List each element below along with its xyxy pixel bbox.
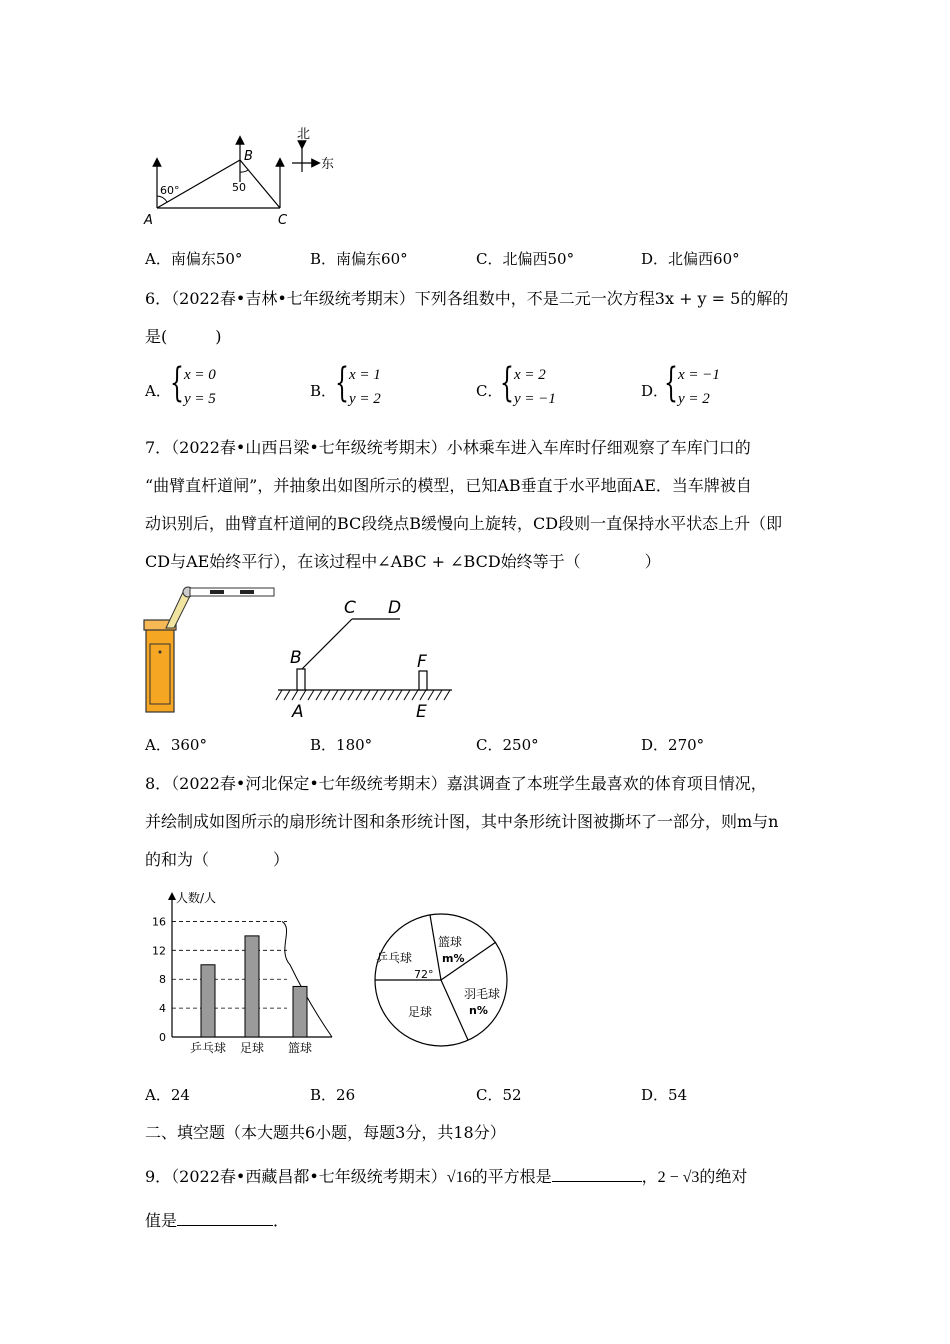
q7-stem-line4: CD与AE始终平行），在该过程中∠ABC + ∠BCD始终等于（ ）	[145, 552, 661, 571]
q9-sqrt16: √16	[446, 1169, 472, 1186]
q8-bar-chart	[140, 880, 340, 1060]
q9-blank-2[interactable]	[177, 1211, 273, 1226]
q7-barrier-gate-illustration	[140, 580, 280, 720]
q7-label-c: C	[344, 598, 356, 618]
q7-option-b[interactable]: B．180°	[310, 736, 373, 754]
q8-option-a[interactable]: A．24	[145, 1086, 190, 1104]
chart-bar	[201, 965, 215, 1037]
q7-stem-line3: 动识别后，曲臂直杆道闸的BC段绕点B缓慢向上旋转，CD段则一直保持水平状态上升（即	[145, 514, 783, 533]
q9-expr: 2 − √3	[657, 1169, 700, 1186]
q5-bearing-figure	[140, 120, 350, 230]
chart-ytick-label: 12	[152, 944, 166, 958]
pie-label-badminton: 羽毛球	[464, 987, 501, 1001]
q8-option-c[interactable]: C．52	[476, 1086, 522, 1104]
pie-label-basketball: 篮球	[438, 935, 463, 949]
q6-option-c[interactable]: C．	[476, 382, 503, 400]
q8-stem-line1: 8．（2022春•河北保定•七年级统考期末）嘉淇调查了本班学生最喜欢的体育项目情况，	[145, 774, 767, 793]
q8-option-b[interactable]: B．26	[310, 1086, 356, 1104]
q5-angle-b: 50	[232, 181, 246, 194]
q6-option-b[interactable]: B．	[310, 382, 337, 400]
q8-option-d[interactable]: D．54	[641, 1086, 688, 1104]
chart-ytick-label: 0	[159, 1031, 166, 1044]
q7-label-f: F	[417, 652, 427, 672]
q9-line2: 值是 ．	[145, 1211, 290, 1230]
q5-east-label: 东	[321, 157, 335, 172]
q7-label-a: A	[292, 702, 304, 720]
q7-stem-line1: 7．（2022春•山西吕梁•七年级统考期末）小林乘车进入车库时仔细观察了车库门口的	[145, 438, 751, 457]
pie-label-badminton-pct: n%	[469, 1004, 488, 1017]
chart-category-label: 乒乓球	[189, 1041, 227, 1055]
q6-option-a[interactable]: A．	[145, 382, 171, 400]
q5-angle-a: 60°	[160, 184, 180, 197]
chart-ytick-label: 8	[159, 973, 166, 987]
q7-option-d[interactable]: D．270°	[641, 736, 705, 754]
q6-stem-line1: 6．（2022春•吉林•七年级统考期末）下列各组数中，不是二元一次方程3x + y = 5的解的	[145, 289, 789, 308]
q5-point-c: C	[278, 213, 288, 228]
section2-heading: 二、填空题（本大题共6小题，每题3分，共18分）	[145, 1123, 506, 1142]
q7-geometry-model	[272, 595, 462, 720]
chart-bar	[293, 986, 307, 1037]
q7-label-b: B	[290, 648, 302, 668]
q5-option-b[interactable]: B．南偏东60°	[310, 250, 408, 268]
q5-point-b: B	[244, 149, 253, 164]
q5-north-label: 北	[297, 127, 311, 142]
q5-option-a[interactable]: A．南偏东50°	[145, 250, 243, 268]
chart-ytick-label: 4	[159, 1002, 166, 1016]
q5-option-d[interactable]: D．北偏西60°	[641, 250, 740, 268]
pie-label-basketball-pct: m%	[442, 952, 465, 965]
chart-category-label: 篮球	[287, 1041, 313, 1055]
pie-label-football: 足球	[408, 1005, 433, 1019]
chart-category-label: 足球	[239, 1041, 265, 1055]
q7-option-c[interactable]: C．250°	[476, 736, 539, 754]
chart-y-axis-arrow	[168, 892, 176, 900]
q5-option-c[interactable]: C．北偏西50°	[476, 250, 575, 268]
q6-stem-line2: 是( )	[145, 327, 222, 346]
q8-pie-chart	[370, 912, 520, 1052]
q7-stem-line2: “曲臂直杆道闸”，并抽象出如图所示的模型，已知AB垂直于水平地面AE．当车牌被自	[145, 476, 752, 495]
q7-label-d: D	[388, 598, 402, 618]
pie-label-pingpong-angle: 72°	[414, 968, 434, 981]
q5-point-a: A	[144, 213, 153, 228]
pie-label-pingpong: 乒乓球	[376, 951, 413, 965]
chart-ytick-label: 16	[152, 915, 166, 929]
chart-bar	[245, 936, 259, 1037]
q9-line1: 9．（2022春•西藏昌都•七年级统考期末）√16的平方根是 ，2 − √3的绝对	[145, 1167, 748, 1186]
chart-ylabel: 人数/人	[176, 891, 217, 905]
q8-stem-line2: 并绘制成如图所示的扇形统计图和条形统计图，其中条形统计图被撕坏了一部分，则m与n	[145, 812, 779, 831]
q7-option-a[interactable]: A．360°	[145, 736, 207, 754]
q6-option-d[interactable]: D．	[641, 382, 669, 400]
q7-label-e: E	[416, 702, 427, 720]
q9-blank-1[interactable]	[552, 1167, 642, 1182]
q8-stem-line3: 的和为（ ）	[145, 850, 290, 869]
